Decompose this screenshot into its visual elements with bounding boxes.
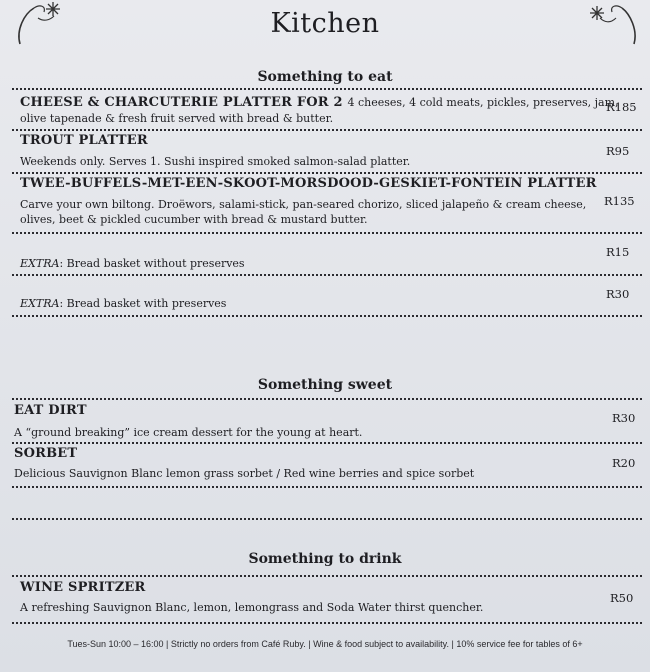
divider <box>12 172 642 174</box>
page-title: Kitchen <box>270 8 380 39</box>
section-title-eat: Something to eat <box>257 69 393 85</box>
item-price-trout-platter: R95 <box>606 144 630 158</box>
divider <box>12 518 642 520</box>
item-name-eat-dirt: EAT DIRT <box>14 403 87 418</box>
item-desc-eat-dirt: A “ground breaking” ice cream dessert for the young at heart. <box>14 426 363 439</box>
divider <box>12 575 642 577</box>
item-desc-twee-buffels-line2: olives, beet & pickled cucumber with bread & mustard butter. <box>20 213 368 226</box>
divider <box>12 398 642 400</box>
divider <box>12 274 642 276</box>
divider <box>12 442 642 444</box>
item-desc-sorbet: Delicious Sauvignon Blanc lemon grass sorbet / Red wine berries and spice sorbet <box>14 467 475 480</box>
divider <box>12 88 642 90</box>
divider <box>12 129 642 131</box>
item-desc-twee-buffels-line1: Carve your own biltong. Droëwors, salami-stick, pan-seared chorizo, sliced jalapeño & cream cheese, <box>20 198 587 211</box>
item-name-cheese-platter: CHEESE & CHARCUTERIE PLATTER FOR 2 4 cheeses, 4 cold meats, pickles, preserves, jam, <box>20 95 619 110</box>
extra-bread-without-preserves: EXTRA: Bread basket without preserves <box>20 257 245 270</box>
section-title-drink: Something to drink <box>248 551 402 567</box>
section-title-sweet: Something sweet <box>257 377 393 393</box>
item-price-bread-with-preserves: R30 <box>606 287 630 301</box>
item-desc-cheese-platter-line2: olive tapenade & fresh fruit served with bread & butter. <box>20 112 334 125</box>
item-name-wine-spritzer: WINE SPRITZER <box>20 580 146 595</box>
divider <box>12 315 642 317</box>
item-name-twee-buffels-platter: TWEE-BUFFELS-MET-EEN-SKOOT-MORSDOOD-GESKIET-FONTEIN PLATTER <box>20 176 597 191</box>
item-price-cheese-platter: R185 <box>606 100 637 114</box>
item-desc-trout-platter: Weekends only. Serves 1. Sushi inspired smoked salmon-salad platter. <box>20 155 411 168</box>
item-desc-wine-spritzer: A refreshing Sauvignon Blanc, lemon, lemongrass and Soda Water thirst quencher. <box>20 601 484 614</box>
divider <box>12 622 642 624</box>
footer-note: Tues-Sun 10:00 – 16:00 | Strictly no orders from Café Ruby. | Wine & food subject to availability. | 10% service fee for tables of 6+ <box>67 639 583 649</box>
item-name-trout-platter: TROUT PLATTER <box>20 133 148 148</box>
item-price-wine-spritzer: R50 <box>610 591 634 605</box>
extra-label: EXTRA <box>20 297 60 310</box>
extra-bread-with-preserves: EXTRA: Bread basket with preserves <box>20 297 227 310</box>
extra-label: EXTRA <box>20 257 60 270</box>
item-price-eat-dirt: R30 <box>612 411 636 425</box>
divider <box>12 232 642 234</box>
divider <box>12 486 642 488</box>
item-price-sorbet: R20 <box>612 456 636 470</box>
item-desc-cheese-platter-line1: 4 cheeses, 4 cold meats, pickles, preserves, jam, <box>347 96 619 109</box>
item-name-sorbet: SORBET <box>14 446 78 461</box>
item-price-twee-buffels: R135 <box>604 194 635 208</box>
item-price-bread-without-preserves: R15 <box>606 245 630 259</box>
